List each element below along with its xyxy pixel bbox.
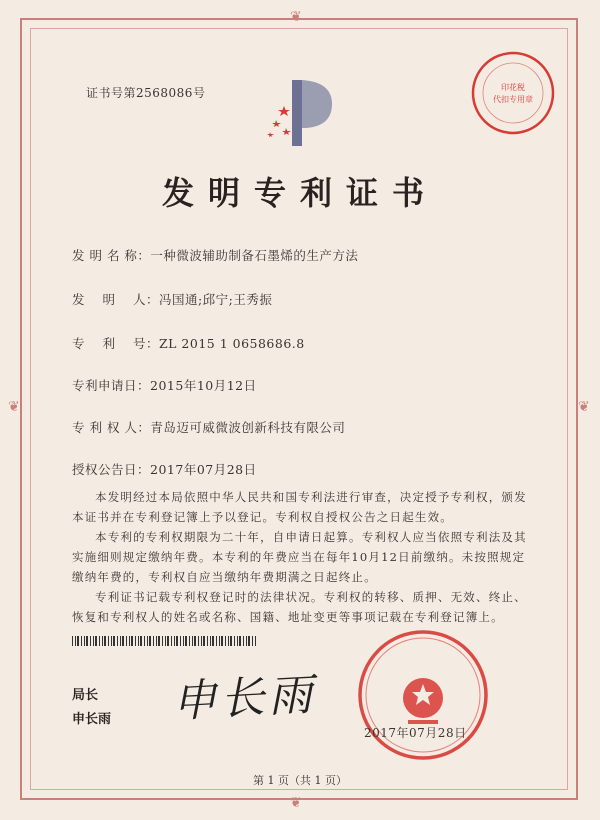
field-inventors xyxy=(72,290,272,308)
field-label: 发 明 名 称： xyxy=(72,248,151,263)
field-label: 发 明 人： xyxy=(72,292,159,307)
official-seal-icon xyxy=(356,628,490,762)
field-label: 授权公告日： xyxy=(72,462,151,477)
body-paragraph: 专利证书记载专利权登记时的法律状况。专利权的转移、质押、无效、终止、恢复和专利权人的姓名或名称、国籍、地址变更等事项记载在专利登记簿上。 xyxy=(72,590,527,624)
field-value: 2015年10月12日 xyxy=(150,378,257,393)
certificate-number: 证书号第2568086号 xyxy=(86,86,206,100)
signatory-title: 局长 xyxy=(72,688,99,703)
field-label: 专 利 号： xyxy=(72,336,159,351)
field-value: ZL 2015 1 0658686.8 xyxy=(158,336,305,351)
svg-text:代扣专用章: 代扣专用章 xyxy=(493,95,533,104)
page-title: 发明专利证书 xyxy=(161,174,438,212)
ornament-left-icon: ❦ xyxy=(8,399,20,415)
body-paragraph: 本发明经过本局依照中华人民共和国专利法进行审查，决定授予专利权，颁发本证书并在专利登记簿上予以登记。专利权自授权公告之日起生效。 xyxy=(72,490,527,524)
certificate-body xyxy=(72,487,532,627)
field-label: 专 利 权 人： xyxy=(72,420,151,435)
field-grant-date xyxy=(72,460,257,478)
field-invention-name xyxy=(72,246,358,264)
field-patent-number xyxy=(72,334,305,352)
handwritten-signature: 申长雨 xyxy=(170,669,318,728)
barcode xyxy=(72,636,257,646)
signatory-name: 申长雨 xyxy=(72,712,112,727)
body-paragraph: 本专利的专利权期限为二十年，自申请日起算。专利权人应当依照专利法及其实施细则规定缴纳年费。本专利的年费应当在每年10月12日前缴纳。未按照规定缴纳年费的，专利权自应当缴纳年费期满之日起终止。 xyxy=(72,530,527,584)
issue-date: 2017年07月28日 xyxy=(364,726,467,740)
ornament-bottom-icon: ❦ xyxy=(290,795,302,811)
sipo-logo-icon xyxy=(262,76,342,148)
svg-text:印花税: 印花税 xyxy=(501,83,525,92)
ornament-right-icon: ❦ xyxy=(578,399,590,415)
field-label: 专利申请日： xyxy=(72,378,151,393)
field-value: 青岛迈可威微波创新科技有限公司 xyxy=(150,420,346,435)
field-value: 冯国通;邱宁;王秀振 xyxy=(158,292,273,307)
field-value: 2017年07月28日 xyxy=(150,462,257,477)
tax-stamp-icon xyxy=(468,48,558,138)
field-application-date xyxy=(72,376,257,394)
page-number: 第 1 页（共 1 页） xyxy=(253,774,347,787)
field-value: 一种微波辅助制备石墨烯的生产方法 xyxy=(150,248,359,263)
field-patentee xyxy=(72,418,345,436)
ornament-top-icon: ❦ xyxy=(290,9,302,25)
